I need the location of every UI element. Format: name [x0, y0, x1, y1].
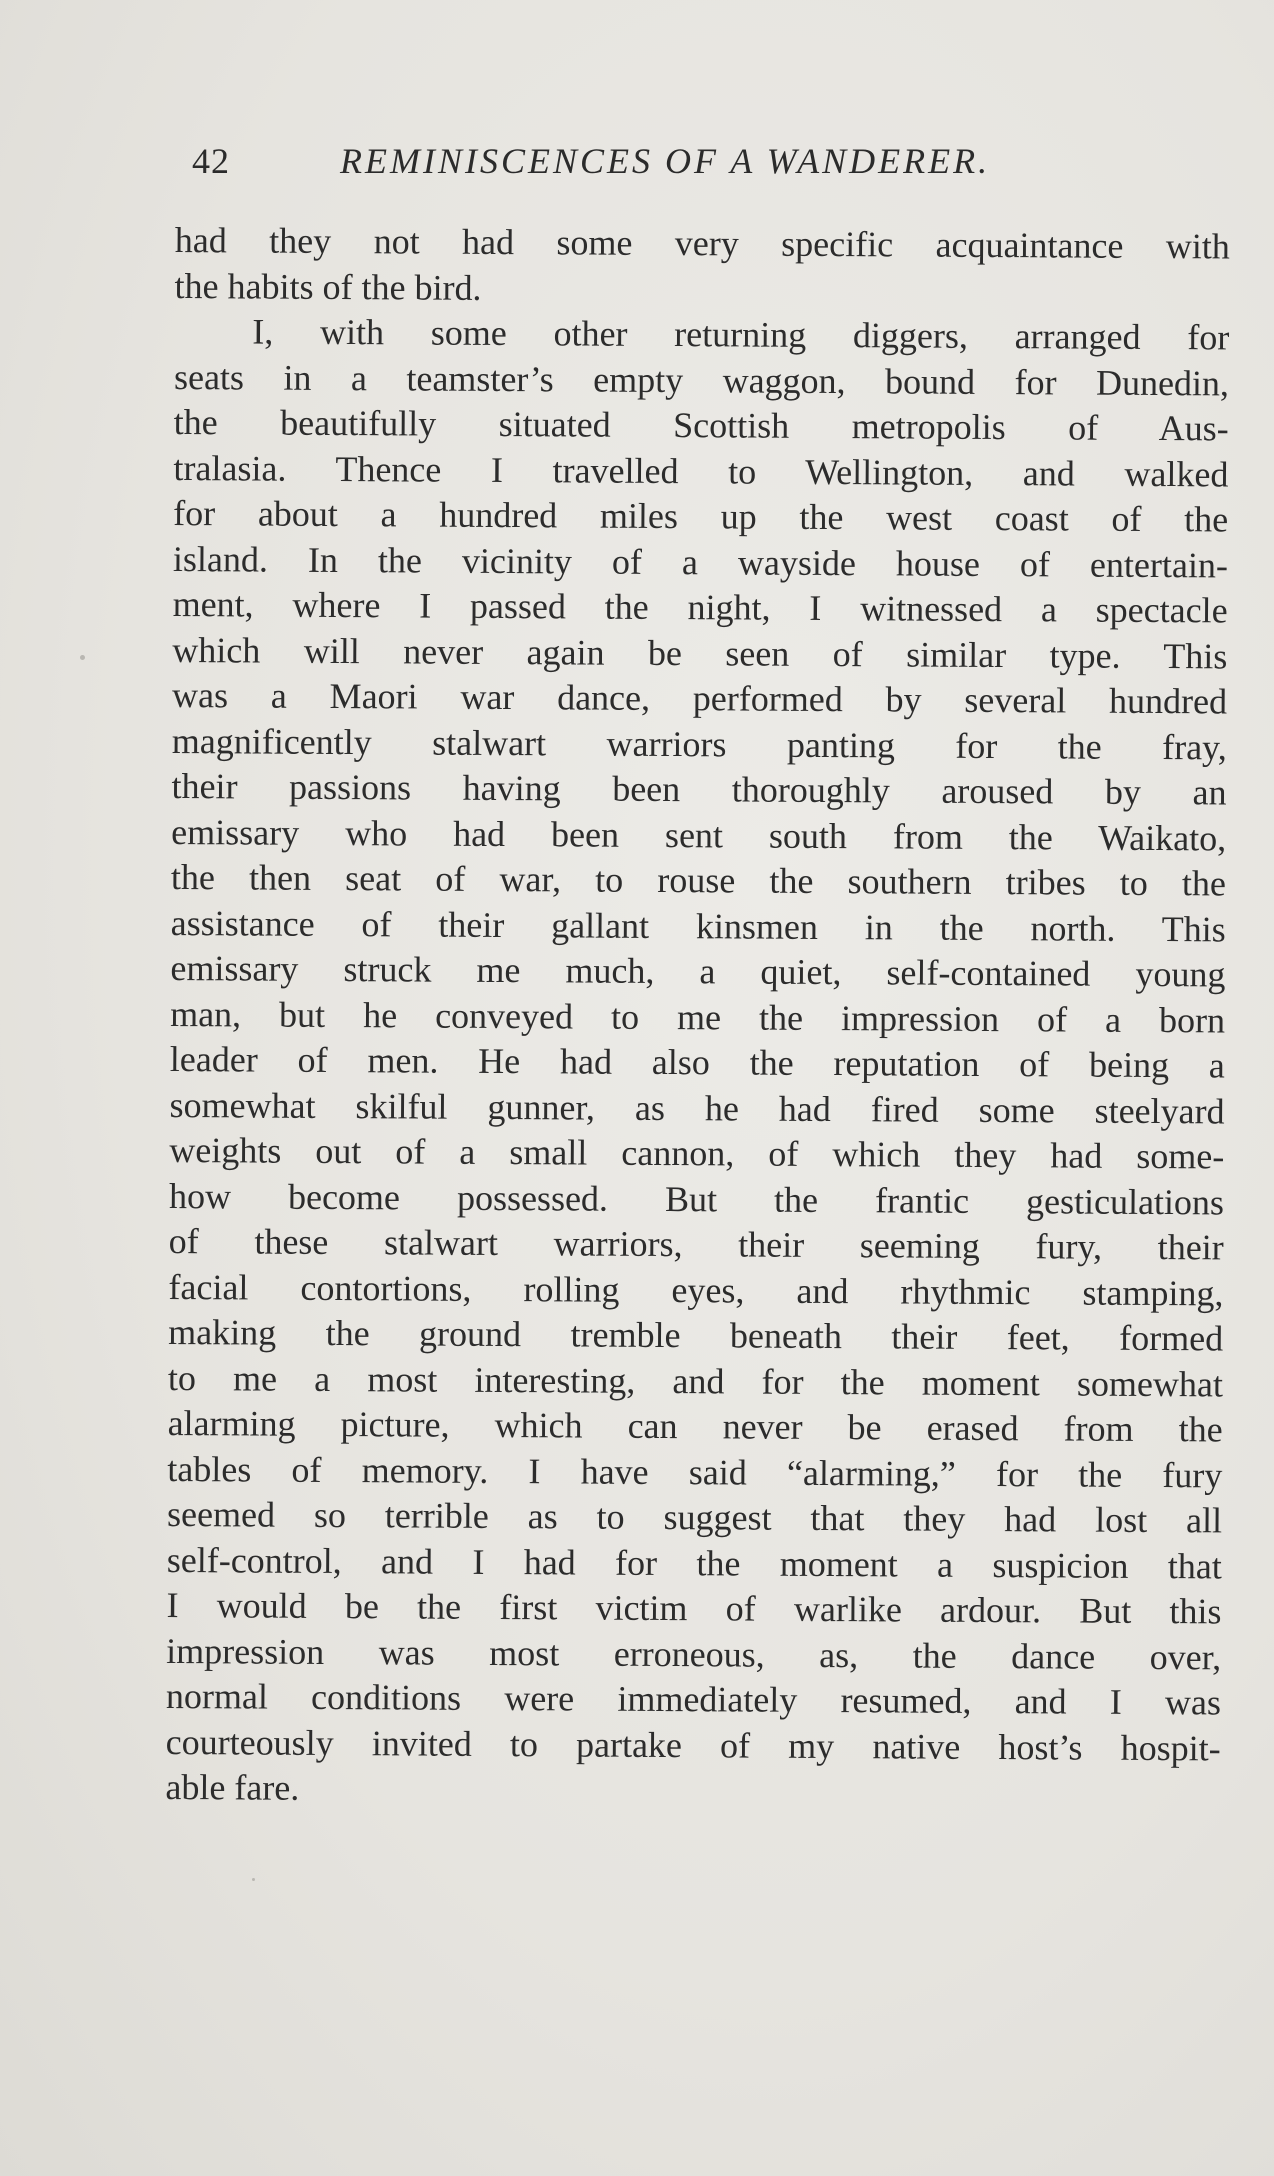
paper-speck: [252, 1878, 255, 1881]
text-line: how become possessed. But the frantic gesticulations: [168, 1175, 1225, 1222]
text-line: I would be the first victim of warlike ardour. But this: [166, 1584, 1222, 1632]
text-line: their passions having been thoroughly aroused by an: [171, 765, 1227, 813]
text-line: island. In the vicinity of a wayside house of entertain-: [172, 538, 1229, 585]
text-line: of these stalwart warriors, their seeming fury, their: [168, 1220, 1224, 1268]
text-line: self-control, and I had for the moment a suspicion that: [166, 1539, 1222, 1586]
text-line: able fare.: [165, 1766, 300, 1808]
paper-speck: [80, 655, 85, 660]
text-line: ment, where I passed the night, I witnessed a spectacle: [172, 583, 1228, 631]
text-line: courteously invited to partake of my native host’s hospit-: [165, 1721, 1221, 1768]
text-line: had they not had some very specific acquaintance with: [174, 219, 1230, 267]
text-line: somewhat skilful gunner, as he had fired some steelyard: [169, 1084, 1225, 1131]
text-line: to me a most interesting, and for the moment somewhat: [167, 1357, 1224, 1404]
text-line: was a Maori war dance, performed by several hundred: [171, 674, 1228, 722]
running-head: REMINISCENCES OF A WANDERER.: [340, 141, 991, 181]
text-line: the beautifully situated Scottish metropolis of Aus-: [173, 401, 1229, 449]
text-line: making the ground tremble beneath their feet, formed: [168, 1311, 1224, 1359]
text-line: which will never again be seen of similar type. This: [172, 629, 1228, 676]
text-line: man, but he conveyed to me the impression of a born: [170, 993, 1226, 1040]
text-line: facial contortions, rolling eyes, and rhythmic stamping,: [168, 1266, 1224, 1313]
text-line: tables of memory. I have said “alarming,” for the fury: [167, 1448, 1223, 1495]
text-line: tralasia. Thence I travelled to Wellington, and walked: [173, 447, 1229, 494]
text-line: seemed so terrible as to suggest that they had lost all: [166, 1493, 1223, 1541]
text-line: the then seat of war, to rouse the southern tribes to the: [170, 856, 1227, 904]
body-text: [165, 218, 1230, 1817]
text-line: impression was most erroneous, as, the dance over,: [166, 1630, 1222, 1677]
text-line: emissary who had been sent south from the Waikato,: [171, 811, 1227, 858]
text-line: for about a hundred miles up the west coast of the: [173, 492, 1229, 540]
text-line: assistance of their gallant kinsmen in the north. This: [170, 902, 1226, 949]
text-line: magnificently stalwart warriors panting for the fray,: [171, 720, 1227, 767]
text-line: seats in a teamster’s empty waggon, bound for Dunedin,: [173, 356, 1230, 403]
text-line: normal conditions were immediately resumed, and I was: [165, 1675, 1222, 1723]
text-line: the habits of the bird.: [174, 265, 482, 308]
page-header: [192, 140, 1192, 196]
text-line: emissary struck me much, a quiet, self-contained young: [170, 947, 1226, 995]
page-number: 42: [192, 141, 230, 181]
text-line: weights out of a small cannon, of which they had some-: [169, 1129, 1225, 1177]
text-line: I, with some other returning diggers, arranged for: [252, 311, 1230, 358]
text-line: alarming picture, which can never be erased from the: [167, 1402, 1223, 1450]
text-line: leader of men. He had also the reputation of being a: [169, 1038, 1225, 1086]
